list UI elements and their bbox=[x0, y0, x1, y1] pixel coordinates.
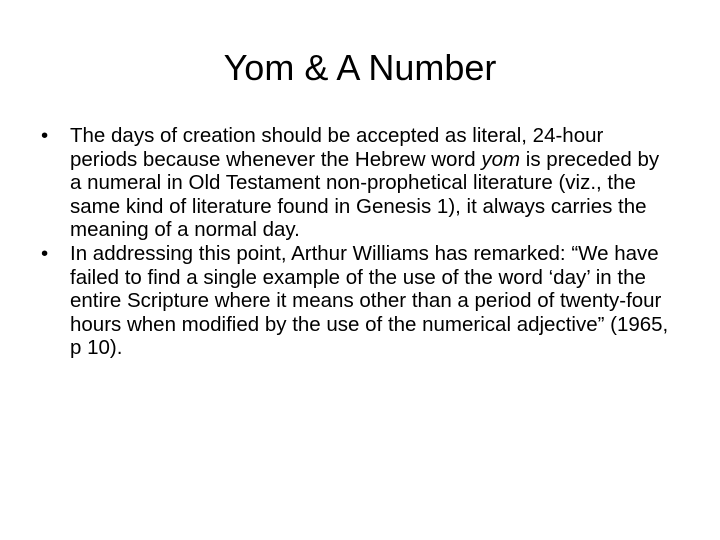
bullet-text bbox=[70, 242, 668, 359]
bullet-list bbox=[36, 124, 676, 360]
bullet-text bbox=[70, 124, 659, 241]
bullet-text-emphasis: yom bbox=[481, 147, 521, 171]
bullet-item bbox=[36, 124, 676, 242]
slide-title: Yom & A Number bbox=[223, 47, 497, 88]
bullet-text-segment: The days of creation should be accepted as literal, 24-hour periods because whenever the Hebrew word bbox=[70, 124, 604, 171]
bullet-dot-icon: • bbox=[41, 241, 49, 265]
bullet-item bbox=[36, 242, 676, 360]
bullet-dot-icon: • bbox=[41, 124, 49, 147]
bullet-text-segment: is preceded by a numeral in Old Testament non-prophetical literature (viz., the same kind of literature found in Genesis 1), it always carries the meaning of a normal day. bbox=[70, 147, 660, 242]
bullet-text-segment: In addressing this point, Arthur Williams has remarked: “We have failed to find a single example of the use of the word ‘day’ in the entire Scripture where it means other than a period of twenty-four hours when modified by the use of the numerical adjective” (1965, p 10). bbox=[70, 241, 669, 360]
